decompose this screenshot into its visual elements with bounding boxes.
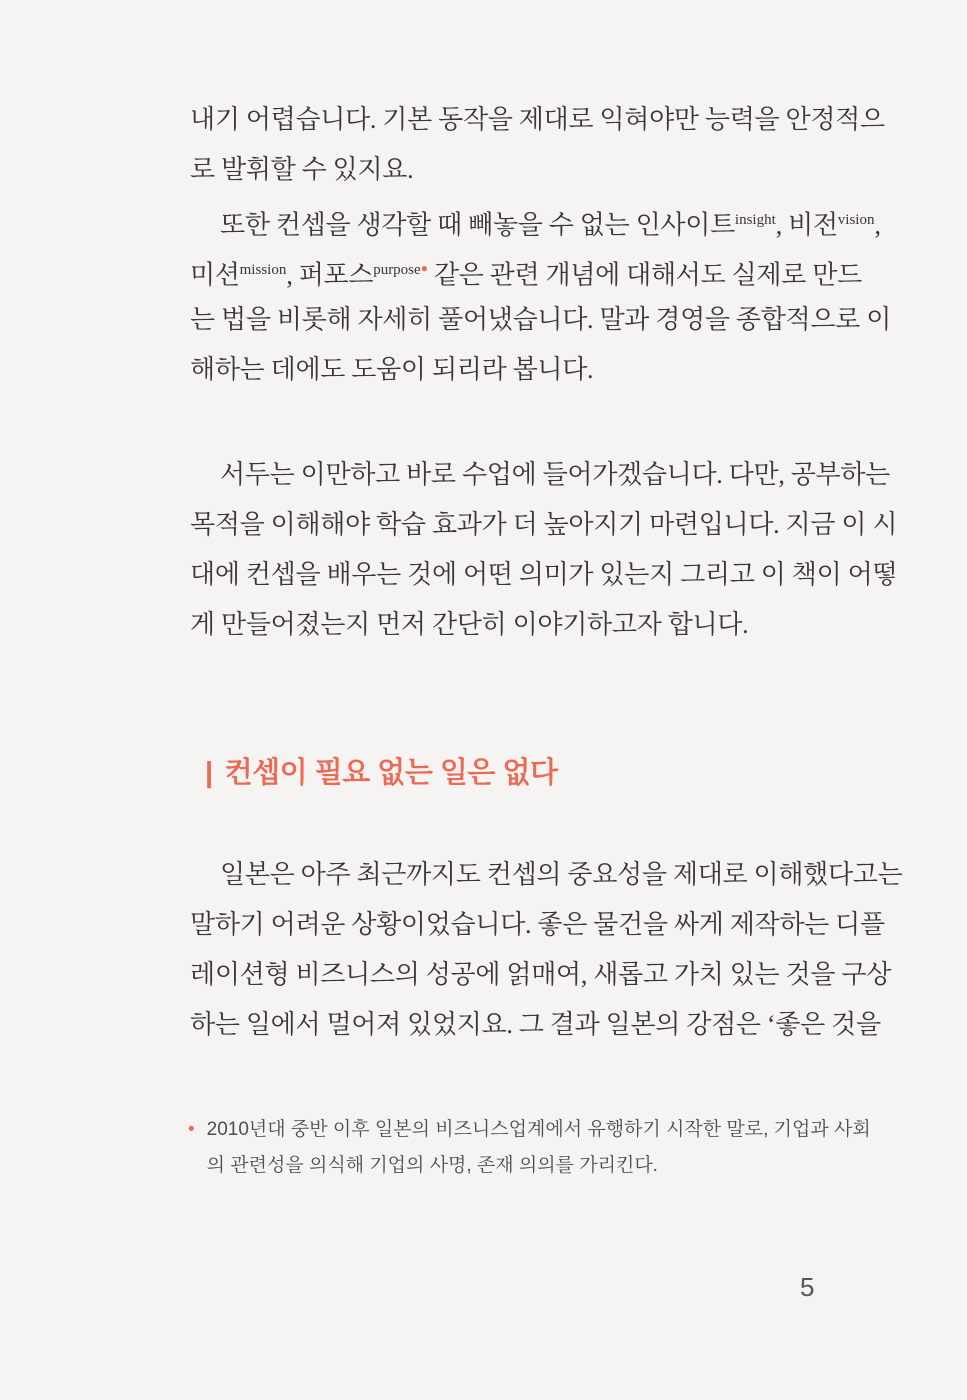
heading-bar: | xyxy=(205,757,213,789)
body-text-line xyxy=(190,250,862,296)
page-number: 5 xyxy=(800,1272,815,1302)
superscript-mission: mission xyxy=(239,262,287,278)
superscript-vision: vision xyxy=(837,212,875,228)
body-text-segment: 미션 xyxy=(190,260,240,290)
body-text-line: 하는 일에서 멀어져 있었지요. 그 결과 일본의 강점은 ‘좋은 것을 xyxy=(190,1010,881,1039)
body-text-line: 게 만들어졌는지 먼저 간단히 이야기하고자 합니다. xyxy=(190,610,749,639)
section-heading xyxy=(205,750,558,791)
footnote-line: 2010년대 중반 이후 일본의 비즈니스업계에서 유행하기 시작한 말로, 기업과 사회 xyxy=(206,1119,871,1140)
superscript-insight: insight xyxy=(734,212,776,228)
footnote-marker-dot-icon: ● xyxy=(420,261,428,275)
body-text-line: 목적을 이해해야 학습 효과가 더 높아지기 마련입니다. 지금 이 시 xyxy=(190,510,898,539)
body-text-line: 해하는 데에도 도움이 되리라 봅니다. xyxy=(190,355,594,384)
body-text-line: 레이션형 비즈니스의 성공에 얽매여, 새롭고 가치 있는 것을 구상 xyxy=(190,960,892,989)
footnote xyxy=(188,1112,871,1184)
superscript-purpose: purpose xyxy=(373,262,421,278)
body-text-line xyxy=(190,200,881,246)
body-text-line: 대에 컨셉을 배우는 것에 어떤 의미가 있는지 그리고 이 책이 어떻 xyxy=(190,560,898,589)
body-text-line: 말하기 어려운 상황이었습니다. 좋은 물건을 싸게 제작하는 디플 xyxy=(190,910,885,939)
body-text-line: 일본은 아주 최근까지도 컨셉의 중요성을 제대로 이해했다고는 xyxy=(220,860,903,889)
footnote-bullet-icon: • xyxy=(188,1119,195,1140)
body-text-line: 내기 어렵습니다. 기본 동작을 제대로 익혀야만 능력을 안정적으 xyxy=(190,105,885,134)
body-text-segment: , 퍼포스 xyxy=(286,260,374,290)
body-text-line: 서두는 이만하고 바로 수업에 들어가겠습니다. 다만, 공부하는 xyxy=(220,460,891,489)
section-heading-text: 컨셉이 필요 없는 일은 없다 xyxy=(224,757,558,789)
body-text-segment: , 비전 xyxy=(775,210,838,240)
body-text-line: 는 법을 비롯해 자세히 풀어냈습니다. 말과 경영을 종합적으로 이 xyxy=(190,305,892,334)
body-text-segment: 같은 관련 개념에 대해서도 실제로 만드 xyxy=(427,260,862,290)
body-text-line: 로 발휘할 수 있지요. xyxy=(190,155,414,184)
body-text-segment: , xyxy=(874,210,881,240)
footnote-line: 의 관련성을 의식해 기업의 사명, 존재 의의를 가리킨다. xyxy=(206,1155,658,1176)
footnote-text xyxy=(207,1112,871,1184)
body-text-segment: 또한 컨셉을 생각할 때 빼놓을 수 없는 인사이트 xyxy=(220,210,735,240)
